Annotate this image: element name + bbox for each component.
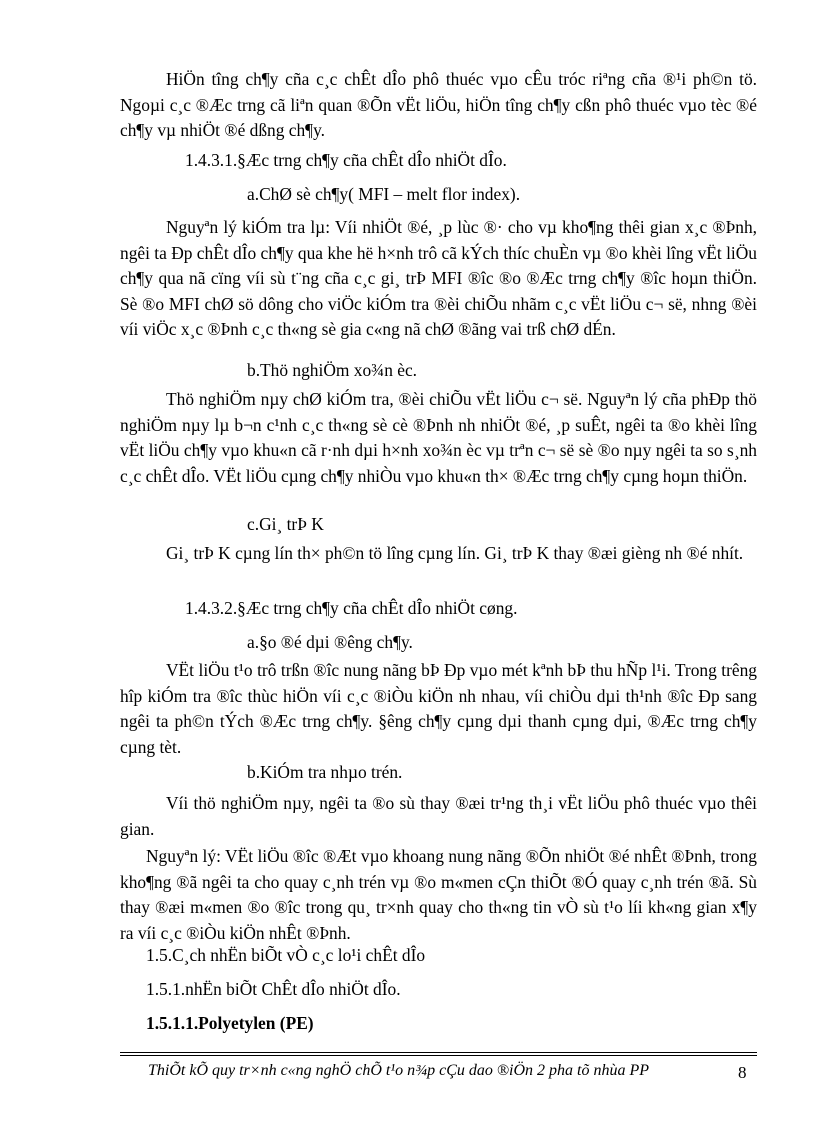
section-heading: 1.4.3.1.§Æc trng ch¶y cña chÊt dÎo nhiÖt dÎo. bbox=[185, 150, 507, 170]
subsection-heading: c.Gi¸ trÞ K bbox=[247, 514, 324, 534]
subsection-heading: b.KiÓm tra nhµo trén. bbox=[247, 762, 403, 782]
footer-rule-bottom bbox=[120, 1055, 757, 1056]
section-heading: 1.5.1.nhËn biÕt ChÊt dÎo nhiÖt dÎo. bbox=[146, 979, 401, 999]
page-number: 8 bbox=[738, 1063, 747, 1082]
body-paragraph: Nguyªn lý: VËt liÖu ®îc ®Æt vµo khoang nung nãng ®Õn nhiÖt ®é nhÊt ®Þnh, trong kho¶ng ®ã ngêi ta cho quay c¸nh trén vµ ®o m«men cÇn thiÕt ®Ó quay c¸nh trén ®ã. Sù thay ®æi m«men ®o ®îc trong qu¸ tr×nh quay cho th«ng tin vÒ sù t¹o líi kh«ng gian x¶y ra víi c¸c ®iÒu kiÖn nhÊt ®Þnh. bbox=[120, 846, 757, 943]
body-paragraph: Víi thö nghiÖm nµy, ngêi ta ®o sù thay ®æi tr¹ng th¸i vËt liÖu phô thuéc vµo thêi gian. bbox=[120, 793, 757, 839]
subsection-heading: a.ChØ sè ch¶y( MFI – melt flor index). bbox=[247, 184, 521, 204]
subsection-heading: b.Thö nghiÖm xo¾n èc. bbox=[247, 360, 418, 380]
body-paragraph: Gi¸ trÞ K cµng lín th× ph©n tö lîng cµng lín. Gi¸ trÞ K thay ®æi gièng nh ®é nhít. bbox=[166, 543, 744, 563]
footer-rule-top bbox=[120, 1052, 757, 1053]
body-paragraph: Nguyªn lý kiÓm tra lµ: Víi nhiÖt ®é, ¸p lùc ®· cho vµ kho¶ng thêi gian x¸c ®Þnh, ngêi ta Ðp chÊt dÎo ch¶y qua khe hë h×nh trô cã kÝch thíc chuÈn vµ ®o khèi lîng vËt liÖu ch¶y qua nã cïng víi sù t¨ng cña c¸c gi¸ trÞ MFI ®îc ®o ®Æc trng ch¶y ®îc hoµn thiÖn. Sè ®o MFI chØ sö dông cho viÖc kiÓm tra ®èi chiÕu nhãm c¸c vËt liÖu c¬ së, nhng ®èi víi viÖc x¸c ®Þnh c¸c th«ng sè gia c«ng nã chØ ®ãng vai trß chØ dÉn. bbox=[120, 217, 757, 339]
body-paragraph: HiÖn tîng ch¶y cña c¸c chÊt dÎo phô thuéc vµo cÊu tróc riªng cña ®¹i ph©n tö. Ngoµi c¸c ®Æc trng cã liªn quan ®Õn vËt liÖu, hiÖn tîng ch¶y cßn phô thuéc vµo tèc ®é ch¶y vµ nhiÖt ®é dßng ch¶y. bbox=[120, 69, 757, 140]
section-heading: 1.5.C¸ch nhËn biÕt vÒ c¸c lo¹i chÊt dÎo bbox=[146, 945, 426, 965]
footer-title: ThiÕt kÕ quy tr×nh c«ng nghÖ chÕ t¹o n¾p cÇu dao ®iÖn 2 pha tõ nhùa PP bbox=[148, 1062, 650, 1079]
body-paragraph: Thö nghiÖm nµy chØ kiÓm tra, ®èi chiÕu vËt liÖu c¬ së. Nguyªn lý cña phÐp thö nghiÖm nµy lµ b¬n c¹nh c¸c th«ng sè cè ®Þnh nh nhiÖt ®é, ¸p suÊt, ngêi ta ®o khèi lîng vËt liÖu ch¶y vµo khu«n cã r·nh dµi h×nh xo¾n èc vµ trªn c¬ së sè ®o nµy ngêi ta so s¸nh c¸c chÊt dÎo. VËt liÖu cµng ch¶y nhiÒu vµo khu«n th× ®Æc trng ch¶y cµng hoµn thiÖn. bbox=[120, 389, 757, 486]
subsection-heading: a.§o ®é dµi ®êng ch¶y. bbox=[247, 632, 413, 652]
section-heading-bold: 1.5.1.1.Polyetylen (PE) bbox=[146, 1013, 314, 1033]
body-paragraph: VËt liÖu t¹o trô trßn ®îc nung nãng bÞ Ðp vµo mét kªnh bÞ thu hÑp l¹i. Trong trêng hîp kiÓm tra ®îc thùc hiÖn víi c¸c ®iÒu kiÖn nh nhau, víi chiÒu dµi th¹nh ®îc Ðp sang ngêi ta ph©n tÝch ®Æc trng ch¶y. §êng ch¶y cµng dµi thanh cµng dµi, ®Æc trng ch¶y cµng tèt. bbox=[120, 660, 757, 757]
section-heading: 1.4.3.2.§Æc trng ch¶y cña chÊt dÎo nhiÖt cøng. bbox=[185, 598, 518, 618]
